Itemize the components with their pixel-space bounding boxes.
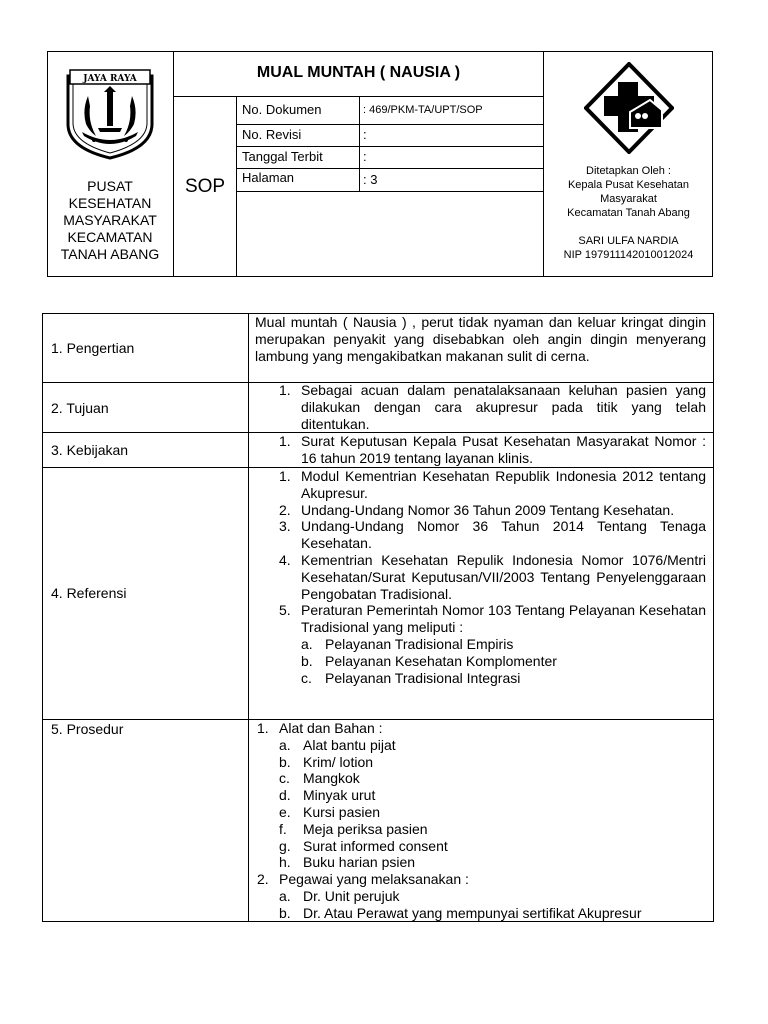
document-title: MUAL MUNTAH ( NAUSIA ) [256,64,461,81]
pengertian-text: Mual muntah ( Nausia ) , perut tidak nyaman dan keluar kringat dingin merupakan penyakit yang disebabkan oleh angin dingin menyerang lambung yang mengakibatkan makanan sulit di cerna. [255,314,706,364]
sub-list-item: c. Mangkok [279,770,360,787]
prosedur-list [257,720,706,922]
sub-list-item: f. Meja periksa pasien [279,820,428,837]
approval-line: Kepala Pusat Kesehatan [567,179,690,191]
section-label-kebijakan: 3. Kebijakan [51,442,129,458]
meta-label-no-revisi: No. Revisi [242,127,302,142]
header-divider [236,124,543,125]
approval-block [544,164,713,262]
org-line: KESEHATAN [68,195,152,211]
approver-name: SARI ULFA NARDIA [578,235,679,247]
meta-value-no-revisi: : [363,127,367,142]
org-name [48,178,172,263]
sop-label: SOP [184,176,226,197]
sub-list-item: a. Alat bantu pijat [279,736,396,753]
sub-list-item: h. Buku harian psien [279,854,416,871]
section-label-tujuan: 2. Tujuan [51,400,109,416]
sub-list-item: a. Pelayanan Tradisional Empiris [301,635,514,652]
meta-value-halaman: : 3 [363,172,378,187]
referensi-list [279,468,706,686]
puskesmas-logo-icon [584,62,674,154]
header-divider [236,168,543,169]
sub-list-item: b. Dr. Atau Perawat yang mempunyai sertifikat Akupresur [279,904,642,921]
section-label-prosedur: 5. Prosedur [51,721,124,737]
org-line: KECAMATAN [67,229,153,245]
header-divider [173,51,174,277]
sub-list-item: b. Pelayanan Kesehatan Komplomenter [301,652,557,669]
sub-list-item: b. Krim/ lotion [279,753,374,770]
meta-value-no-dokumen: : 469/PKM-TA/UPT/SOP [363,104,483,116]
kebijakan-list [279,433,706,467]
org-line: MASYARAKAT [63,212,157,228]
section-label-pengertian: 1. Pengertian [51,340,135,356]
sub-list-item: a. Dr. Unit perujuk [279,887,400,904]
org-line: TANAH ABANG [60,246,160,262]
list-item: 1. Sebagai acuan dalam penatalaksanaan keluhan pasien yang dilakukan dengan cara akupresur pada titik yang telah ditentukan. [279,382,706,432]
sub-list-item: e. Kursi pasien [279,803,381,820]
section-label-referensi: 4. Referensi [51,585,127,601]
approval-line: Ditetapkan Oleh : [586,165,671,177]
approver-nip: NIP 197911142010012024 [563,249,694,261]
org-line: PUSAT [87,178,133,194]
sub-list-item: g. Surat informed consent [279,837,448,854]
sub-list-item: d. Minyak urut [279,787,376,804]
header-divider [359,96,360,192]
list-item: 5. Peraturan Pemerintah Nomor 103 Tentang Pelayanan Kesehatan Tradisional yang meliputi : [279,602,706,636]
jaya-raya-crest-icon [60,66,160,162]
meta-label-no-dokumen: No. Dokumen [242,102,322,117]
list-item: 2. Undang-Undang Nomor 36 Tahun 2009 Tentang Kesehatan. [279,501,675,518]
sub-list-item: c. Pelayanan Tradisional Integrasi [301,669,521,686]
list-item: 1. Surat Keputusan Kepala Pusat Kesehatan Masyarakat Nomor : 16 tahun 2019 tentang layanan klinis. [279,433,706,466]
meta-value-tanggal-terbit: : [363,149,367,164]
approval-line: Kecamatan Tanah Abang [567,207,690,219]
meta-label-tanggal-terbit: Tanggal Terbit [242,149,323,164]
list-item: 2. Pegawai yang melaksanakan : [257,871,469,888]
list-item: 3. Undang-Undang Nomor 36 Tahun 2014 Tentang Tenaga Kesehatan. [279,518,706,552]
list-item: 1. Alat dan Bahan : [257,720,383,736]
crest-text: JAYA RAYA [83,74,137,84]
meta-label-halaman: Halaman [242,170,295,185]
tujuan-list [279,382,706,432]
approval-line: Masyarakat [600,193,657,205]
header-divider [173,96,543,97]
list-item: 1. Modul Kementrian Kesehatan Republik Indonesia 2012 tentang Akupresur. [279,468,706,501]
header-divider [236,191,543,192]
list-item: 4. Kementrian Kesehatan Repulik Indonesia Nomor 1076/Mentri Kesehatan/Surat Keputusan/VII/2003 Tentang Penyelenggaraan Pengobatan Tradisional. [279,551,706,602]
header-divider [236,146,543,147]
content-divider [248,313,249,922]
